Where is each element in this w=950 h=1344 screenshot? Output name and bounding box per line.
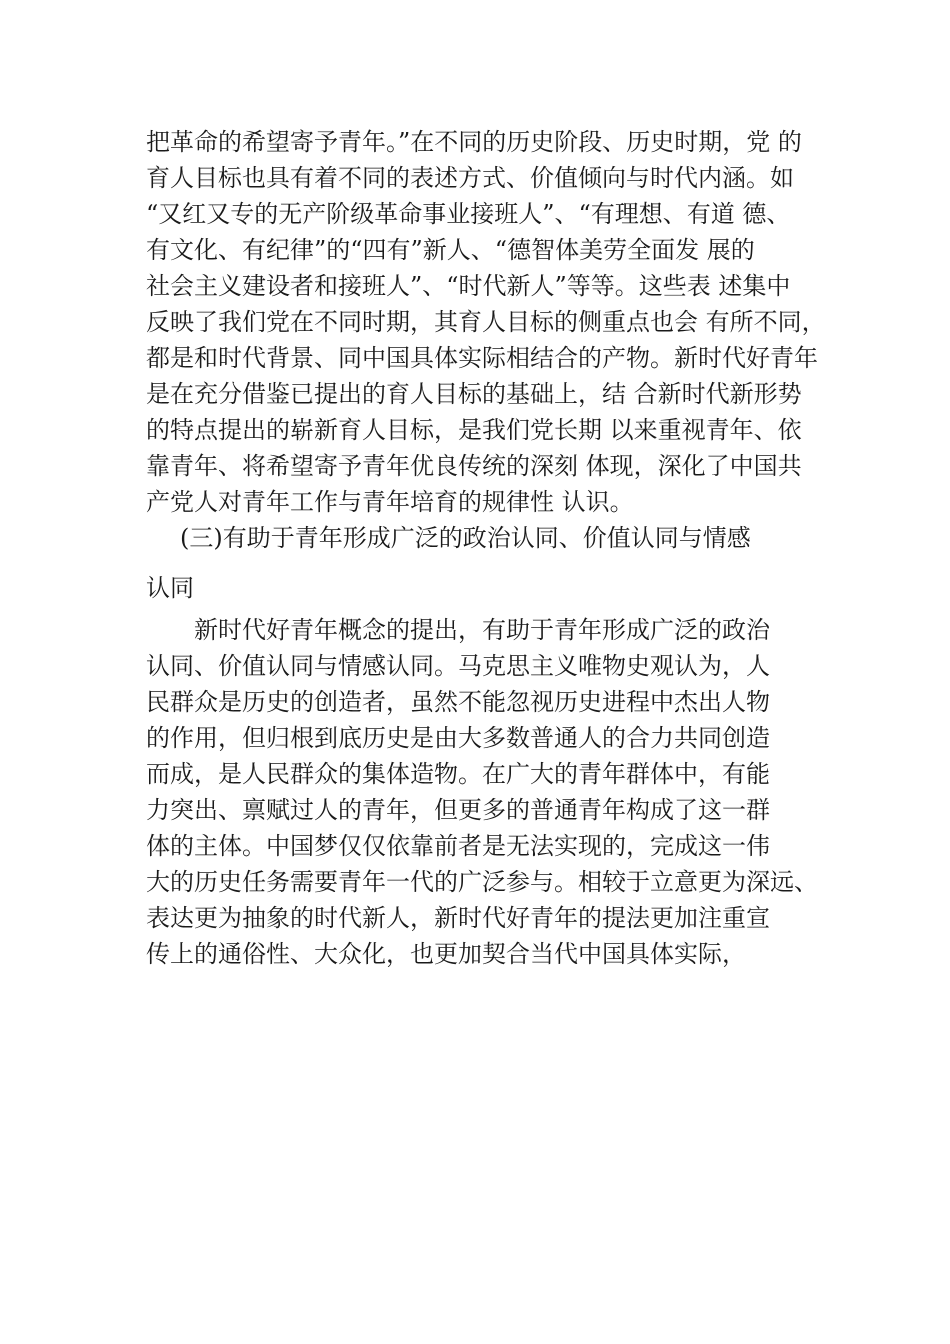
paragraph-line: 新时代好青年概念的提出，有助于青年形成广泛的政治 [194,616,770,644]
paragraph-line: 而成，是人民群众的集体造物。在广大的青年群体中，有能 [146,760,770,788]
paragraph-line: 传上的通俗性、大众化，也更加契合当代中国具体实际， [146,940,746,968]
text-line: 是在充分借鉴已提出的育人目标的基础上，结 合新时代新形势 [146,380,802,408]
text-line: 都是和时代背景、同中国具体实际相结合的产物。新时代好青年 [146,344,818,372]
text-line: 产党人对青年工作与青年培育的规律性 认识。 [146,488,634,516]
paragraph-line: 民群众是历史的创造者，虽然不能忽视历史进程中杰出人物 [146,688,770,716]
paragraph-line: 力突出、禀赋过人的青年，但更多的普通青年构成了这一群 [146,796,770,824]
text-line: 把革命的希望寄予青年。”在不同的历史阶段、历史时期，党 的 [146,128,802,156]
body-text [146,124,826,972]
paragraph-line: 表达更为抽象的时代新人，新时代好青年的提法更加注重宣 [146,904,770,932]
text-line: 育人目标也具有着不同的表述方式、价值倾向与时代内涵。如 [146,164,794,192]
text-line: 社会主义建设者和接班人”、“时代新人”等等。这些表 述集中 [146,272,791,300]
paragraph-line: 的作用，但归根到底历史是由大多数普通人的合力共同创造 [146,724,770,752]
section-heading: (三)有助于青年形成广泛的政治认同、价值认同与情感 [180,524,751,552]
paragraph-line: 大的历史任务需要青年一代的广泛参与。相较于立意更为深远、 [146,868,818,896]
text-line: 的特点提出的崭新育人目标，是我们党长期 以来重视青年、依 [146,416,802,444]
text-line: “又红又专的无产阶级革命事业接班人”、“有理想、有道 德、 [146,200,791,228]
text-line: 靠青年、将希望寄予青年优良传统的深刻 体现，深化了中国共 [146,452,802,480]
section-heading-continued: 认同 [146,574,194,602]
text-line: 反映了我们党在不同时期，其育人目标的侧重点也会 有所不同， [146,308,826,336]
text-line: 有文化、有纪律”的“四有”新人、“德智体美劳全面发 展的 [146,236,755,264]
paragraph-line: 认同、价值认同与情感认同。马克思主义唯物史观认为，人 [146,652,770,680]
paragraph-line: 体的主体。中国梦仅仅依靠前者是无法实现的，完成这一伟 [146,832,770,860]
